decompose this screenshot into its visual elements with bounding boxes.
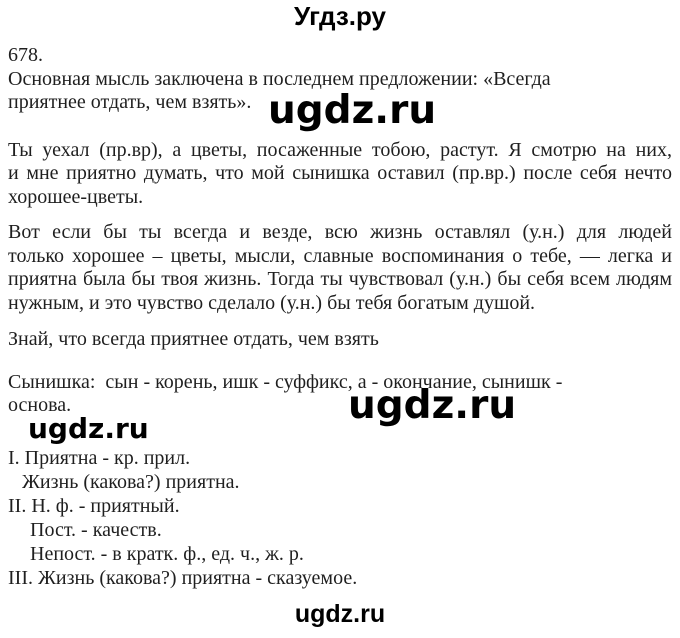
morphological-analysis <box>8 446 672 590</box>
conclusion-line <box>8 328 672 352</box>
morphology-line: Жизнь (какова?) приятна. <box>22 470 240 493</box>
life-paragraph <box>8 221 672 315</box>
text-line: только хорошее – цветы, мысли, славные воспоминания о тебе, — легка и <box>8 244 672 267</box>
site-logo: Угдз.ру <box>294 1 386 31</box>
exercise-number: 678. <box>8 44 43 66</box>
watermark-ugdz-left: ugdz.ru <box>28 412 149 445</box>
text-line: Вот если бы ты всегда и везде, всю жизнь оставлял (у.н.) для людей <box>8 221 672 243</box>
morphology-line: II. Н. ф. - приятный. <box>8 494 180 517</box>
morphology-line: I. Приятна - кр. прил. <box>8 446 191 469</box>
watermark-ugdz-top: ugdz.ru <box>268 88 437 133</box>
text-line: Ты уехал (пр.вр), а цветы, посаженные тобою, растут. Я смотрю на них, <box>8 138 672 161</box>
text-line: и мне приятно думать, что мой сынишка оставил (пр.вр.) после себя нечто <box>8 162 672 184</box>
text-line: Основная мысль заключена в последнем предложении: «Всегда <box>8 67 551 90</box>
text-line: нужным, и это чувство сделало (у.н.) бы тебя богатым душой. <box>8 291 536 314</box>
flowers-paragraph <box>8 139 672 210</box>
morphology-line: III. Жизнь (какова?) приятна - сказуемое. <box>8 566 358 589</box>
watermark-ugdz-middle: ugdz.ru <box>348 383 517 428</box>
text-line: Знай, что всегда приятнее отдать, чем взять <box>8 328 379 350</box>
text-line: приятна была бы твоя жизнь. Тогда ты чувствовал (у.н.) бы себя всем людям <box>8 268 672 290</box>
word-composition-paragraph <box>8 371 672 418</box>
text-line: приятнее отдать, чем взять». <box>8 91 252 113</box>
text-line: основа. <box>8 394 72 416</box>
footer-site-url: ugdz.ru <box>294 600 386 628</box>
text-line: хорошее-цветы. <box>8 185 144 208</box>
morphology-line: Непост. - в кратк. ф., ед. ч., ж. р. <box>30 542 304 565</box>
text-line: Сынишка: сын - корень, ишк - суффикс, а - окончание, сынишк - <box>8 370 563 393</box>
morphology-line: Пост. - качеств. <box>30 518 162 541</box>
